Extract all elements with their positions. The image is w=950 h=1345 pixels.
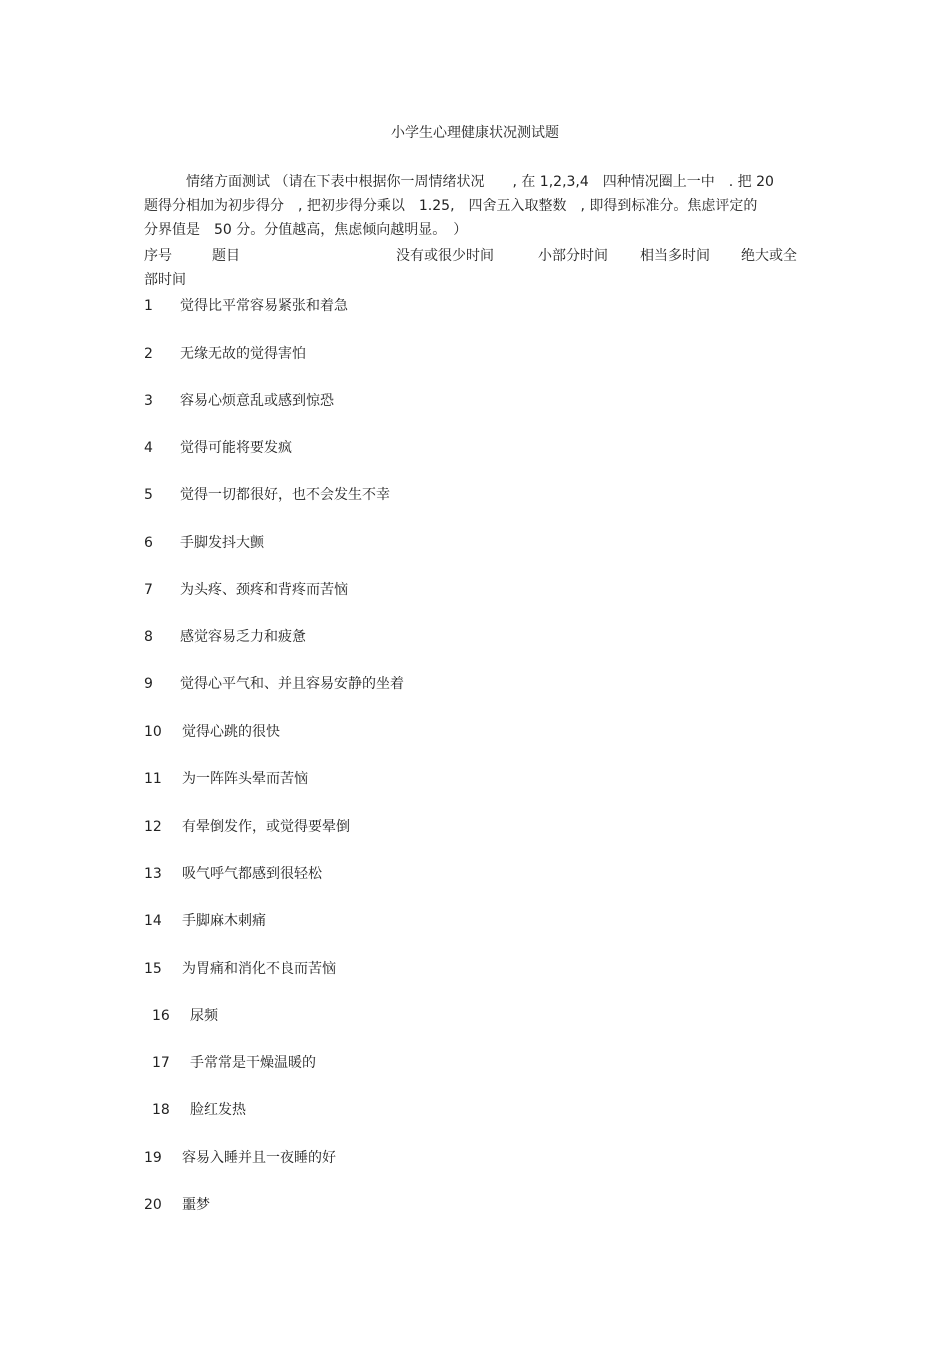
question-text: 觉得心跳的很快 [182,724,280,740]
intro-line-3: 分界值是 50 分。分值越高，焦虑倾向越明显。 ） [144,222,468,238]
header-col-3: 相当多时间 [640,248,710,264]
question-text: 觉得可能将要发疯 [180,440,292,456]
question-number: 18 [152,1102,170,1118]
question-text: 无缘无故的觉得害怕 [180,346,306,362]
intro-line-2: 题得分相加为初步得分 , 把初步得分乘以 1.25, 四舍五入取整数 , 即得到标准分。焦虑评定的 [144,198,758,214]
question-number: 9 [144,676,153,692]
question-text: 手脚发抖大颤 [180,535,264,551]
question-number: 11 [144,771,162,787]
question-text: 有晕倒发作，或觉得要晕倒 [182,819,350,835]
question-text: 觉得心平气和、并且容易安静的坐着 [180,676,404,692]
question-text: 觉得比平常容易紧张和着急 [180,298,348,314]
question-text: 为头疼、颈疼和背疼而苦恼 [180,582,348,598]
question-number: 8 [144,629,153,645]
question-number: 12 [144,819,162,835]
question-number: 7 [144,582,153,598]
question-text: 容易心烦意乱或感到惊恐 [180,393,334,409]
question-number: 4 [144,440,153,456]
question-number: 19 [144,1150,162,1166]
header-col-1: 没有或很少时间 [396,248,494,264]
question-number: 3 [144,393,153,409]
question-number: 1 [144,298,153,314]
question-number: 16 [152,1008,170,1024]
header-col-4: 绝大或全 [741,248,797,264]
question-text: 觉得一切都很好，也不会发生不幸 [180,487,390,503]
question-number: 15 [144,961,162,977]
header-col-2: 小部分时间 [538,248,608,264]
header-col-no: 序号 [144,248,172,264]
question-text: 为胃痛和消化不良而苦恼 [182,961,336,977]
question-number: 13 [144,866,162,882]
question-text: 容易入睡并且一夜睡的好 [182,1150,336,1166]
intro-line-1: 情绪方面测试 （请在下表中根据你一周情绪状况 , 在 1,2,3,4 四种情况圈上一中 . 把 20 [186,174,774,190]
question-text: 手常常是干燥温暖的 [190,1055,316,1071]
question-text: 手脚麻木刺痛 [182,913,266,929]
header-col-item: 题目 [212,248,240,264]
question-number: 2 [144,346,153,362]
question-text: 为一阵阵头晕而苦恼 [182,771,308,787]
question-number: 5 [144,487,153,503]
question-text: 噩梦 [182,1197,210,1213]
header-col-4-cont: 部时间 [144,272,186,288]
page-title: 小学生心理健康状况测试题 [391,125,559,141]
question-number: 10 [144,724,162,740]
question-text: 脸红发热 [190,1102,246,1118]
question-number: 6 [144,535,153,551]
question-number: 14 [144,913,162,929]
question-number: 20 [144,1197,162,1213]
question-text: 尿频 [190,1008,218,1024]
question-text: 吸气呼气都感到很轻松 [182,866,322,882]
question-number: 17 [152,1055,170,1071]
question-text: 感觉容易乏力和疲惫 [180,629,306,645]
